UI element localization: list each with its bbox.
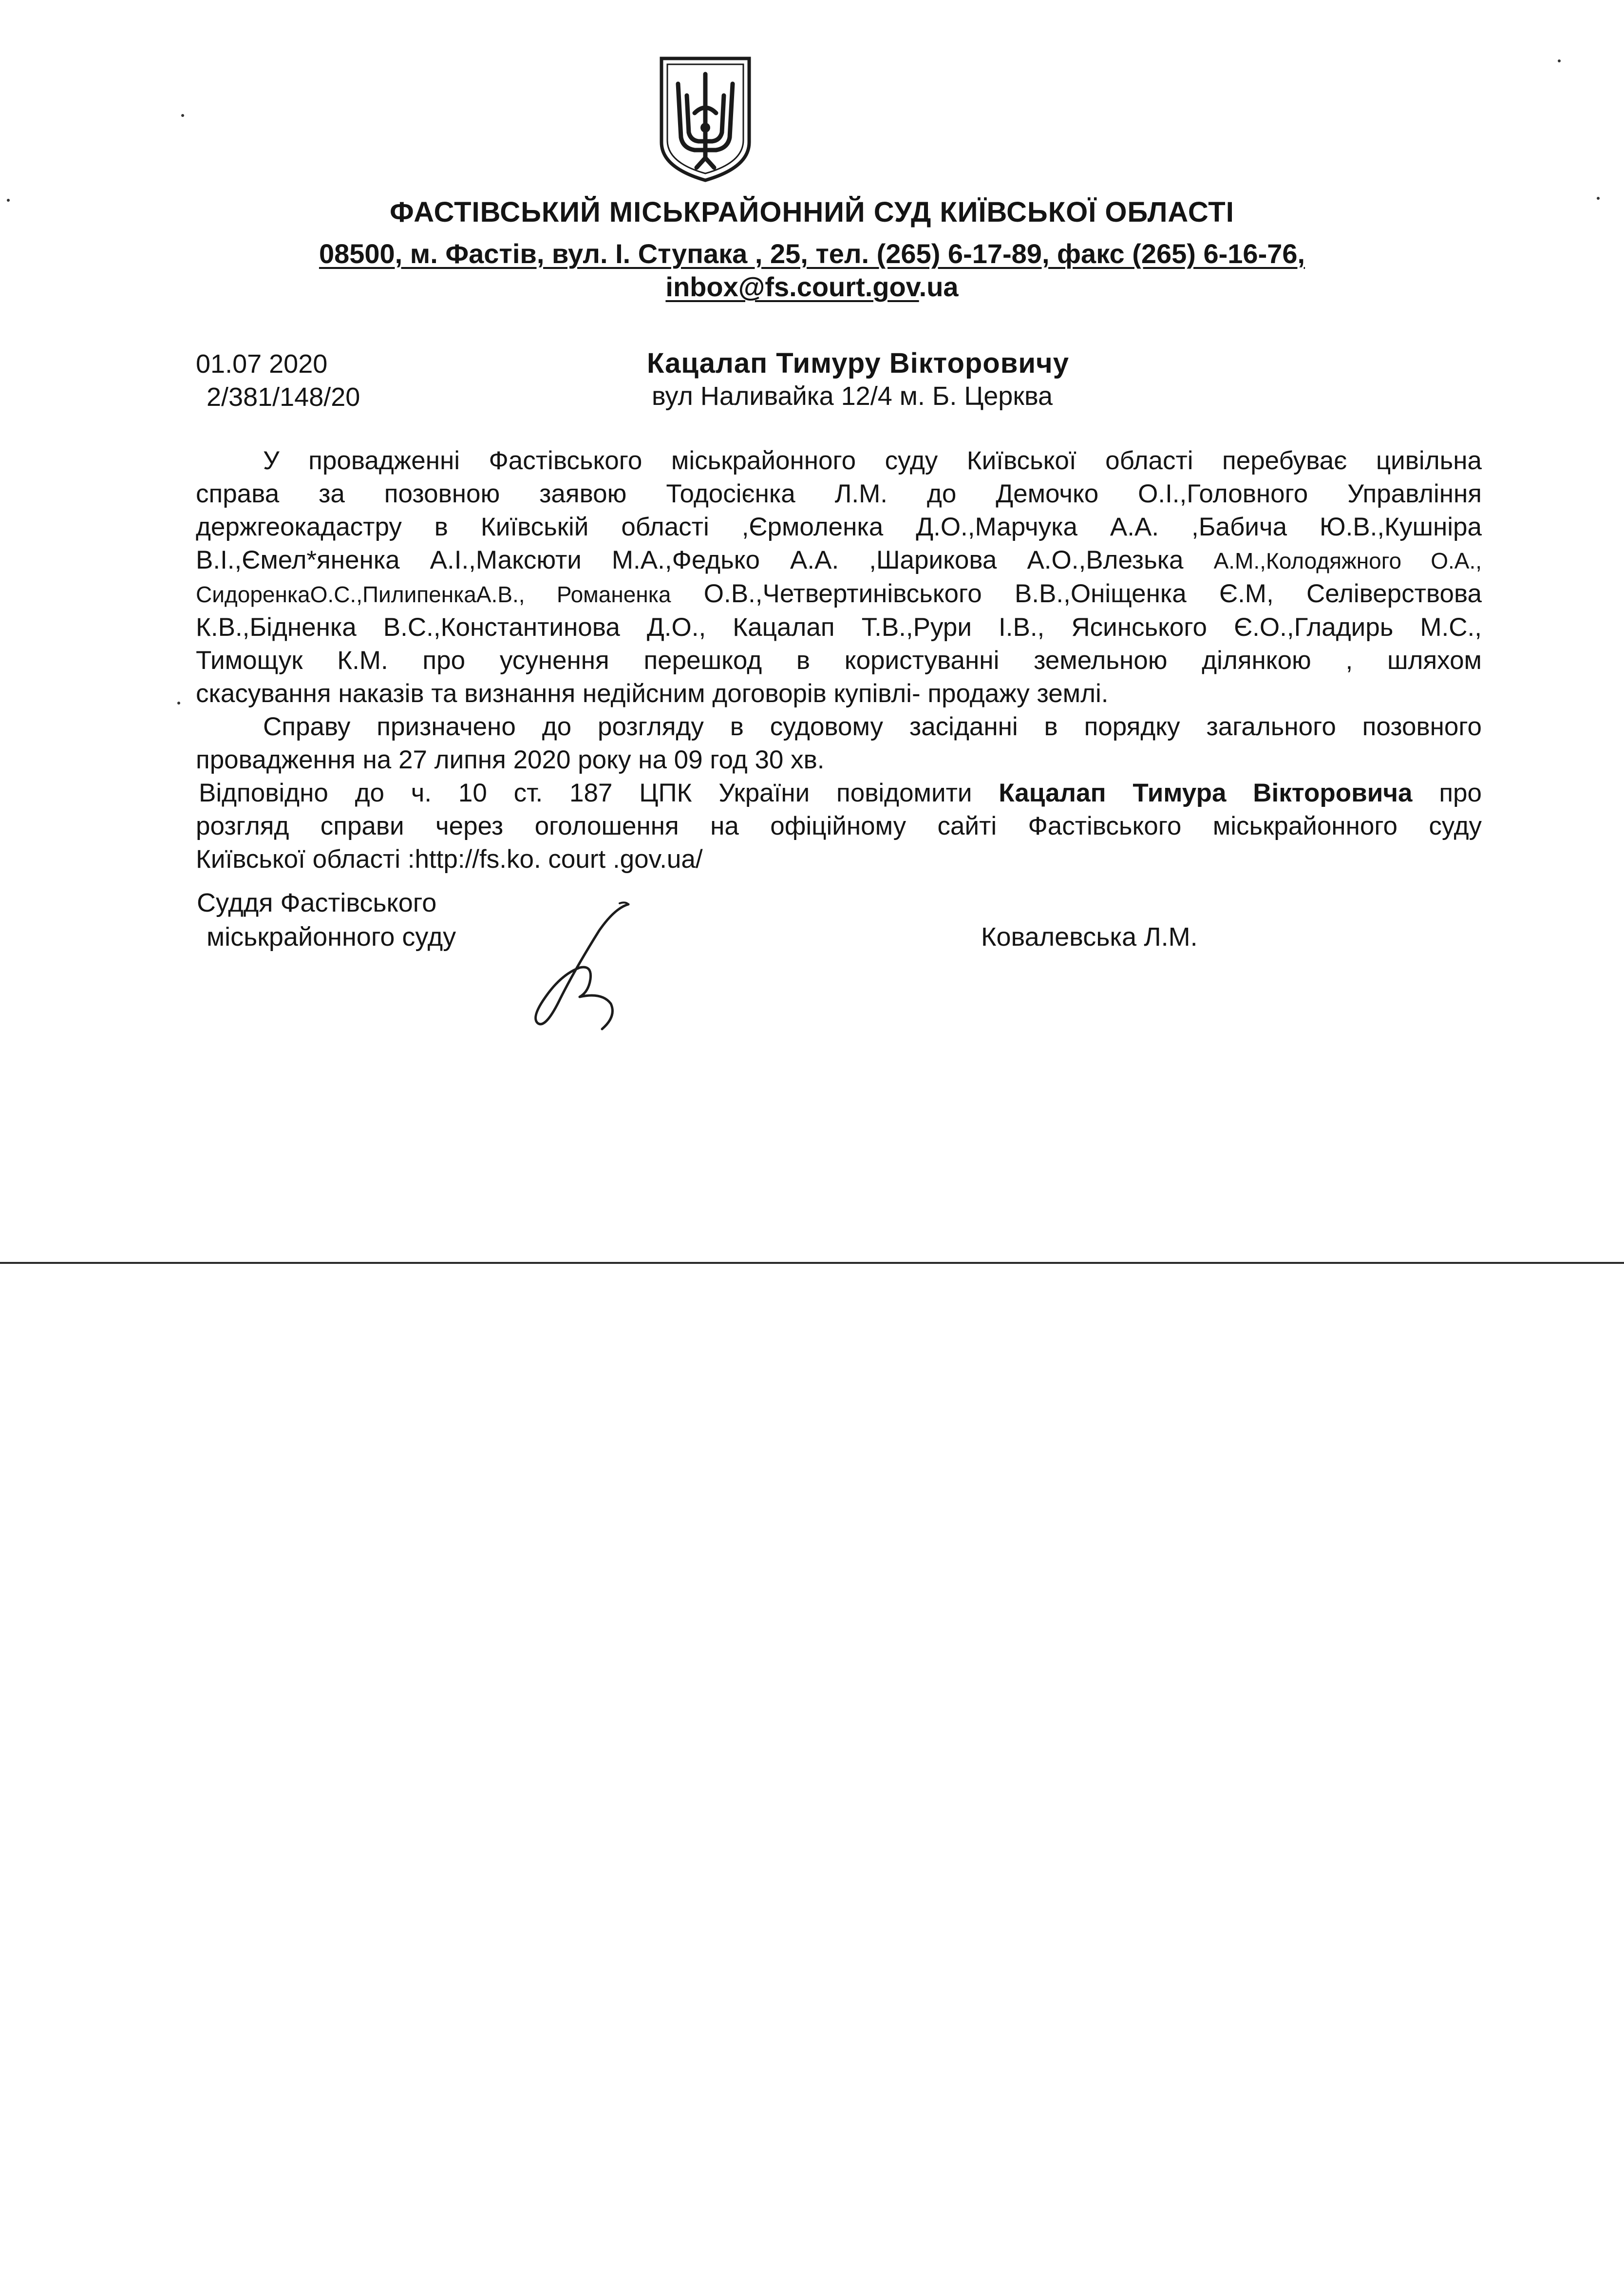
handwritten-signature xyxy=(507,901,667,1038)
body-line-part: Відповідно до ч. 10 ст. 187 ЦПК України повідомити xyxy=(199,779,999,807)
court-email-suffix: .ua xyxy=(919,271,959,302)
body-line: справа за позовною заявою Тодосієнка Л.М. до Демочко О.І.,Головного Управління xyxy=(196,479,1482,508)
scan-speck xyxy=(177,702,180,705)
judge-title-line1: Суддя Фастівського xyxy=(197,888,437,917)
letter-date: 01.07 2020 xyxy=(196,349,328,379)
addressee-name: Кацалап Тимуру Вікторовичу xyxy=(647,347,1069,379)
body-line: розгляд справи через оголошення на офіційному сайті Фастівського міськрайонного суду xyxy=(196,812,1482,840)
body-line: К.В.,Бідненка В.С.,Константинова Д.О., Кацалап Т.В.,Рури І.В., Ясинського Є.О.,Гладирь М.С., xyxy=(196,613,1482,642)
court-address xyxy=(0,238,1624,269)
body-line xyxy=(196,777,1482,810)
body-line: Київської області :http://fs.ko. court .gov.ua/ xyxy=(196,845,703,874)
body-line: скасування наказів та визнання недійсним договорів купівлі- продажу землі. xyxy=(196,679,1109,708)
court-name: ФАСТІВСЬКИЙ МІСЬКРАЙОННИЙ СУД КИЇВСЬКОЇ ОБЛАСТІ xyxy=(390,196,1234,228)
body-line-part: А.М.,Колодяжного О.А., xyxy=(1213,548,1482,573)
reference-number: 2/381/148/20 xyxy=(207,382,360,412)
letter-body xyxy=(196,444,1482,876)
body-line-part: О.В.,Четвертинівського В.В.,Оніщенка Є.М, Селіверствова xyxy=(671,579,1482,608)
court-email-link[interactable]: inbox@fs.court.gov xyxy=(665,271,919,302)
scan-speck xyxy=(181,114,184,117)
scan-speck xyxy=(7,199,10,202)
court-email xyxy=(0,271,1624,303)
scan-speck xyxy=(1558,59,1561,62)
body-line xyxy=(196,577,1482,611)
judge-name: Ковалевська Л.М. xyxy=(981,922,1198,952)
body-line-part: В.І.,Ємел*яненка А.І.,Максюти М.А.,Федько А.А. ,Шарикова А.О.,Влезька xyxy=(196,546,1214,574)
judge-title-line2: міськрайонного суду xyxy=(207,922,456,952)
addressee-address: вул Наливайка 12/4 м. Б. Церква xyxy=(652,382,1053,411)
body-line: Тимощук К.М. про усунення перешкод в користуванні земельною ділянкою , шляхом xyxy=(196,646,1482,675)
body-line xyxy=(196,544,1482,577)
scan-speck xyxy=(1597,197,1600,200)
body-line-part: про xyxy=(1412,779,1482,807)
body-line: держгеокадастру в Київській області ,Єрмоленка Д.О.,Марчука А.А. ,Бабича Ю.В.,Кушніра xyxy=(196,513,1482,541)
page-bottom-rule xyxy=(0,1262,1624,1264)
body-line-part: СидоренкаО.С.,ПилипенкаА.В., Романенка xyxy=(196,582,671,607)
trident-emblem-icon xyxy=(657,55,754,183)
body-line: провадження на 27 липня 2020 року на 09 год 30 хв. xyxy=(196,745,825,774)
court-address-text: 08500, м. Фастів, вул. І. Ступака , 25, тел. (265) 6-17-89, факс (265) 6-16-76, xyxy=(319,238,1305,269)
notified-person-name: Кацалап Тимура Вікторовича xyxy=(999,779,1413,807)
body-line: У провадженні Фастівського міськрайонного суду Київської області перебуває цивільна xyxy=(263,446,1482,475)
body-line: Справу призначено до розгляду в судовому засіданні в порядку загального позовного xyxy=(263,712,1482,741)
